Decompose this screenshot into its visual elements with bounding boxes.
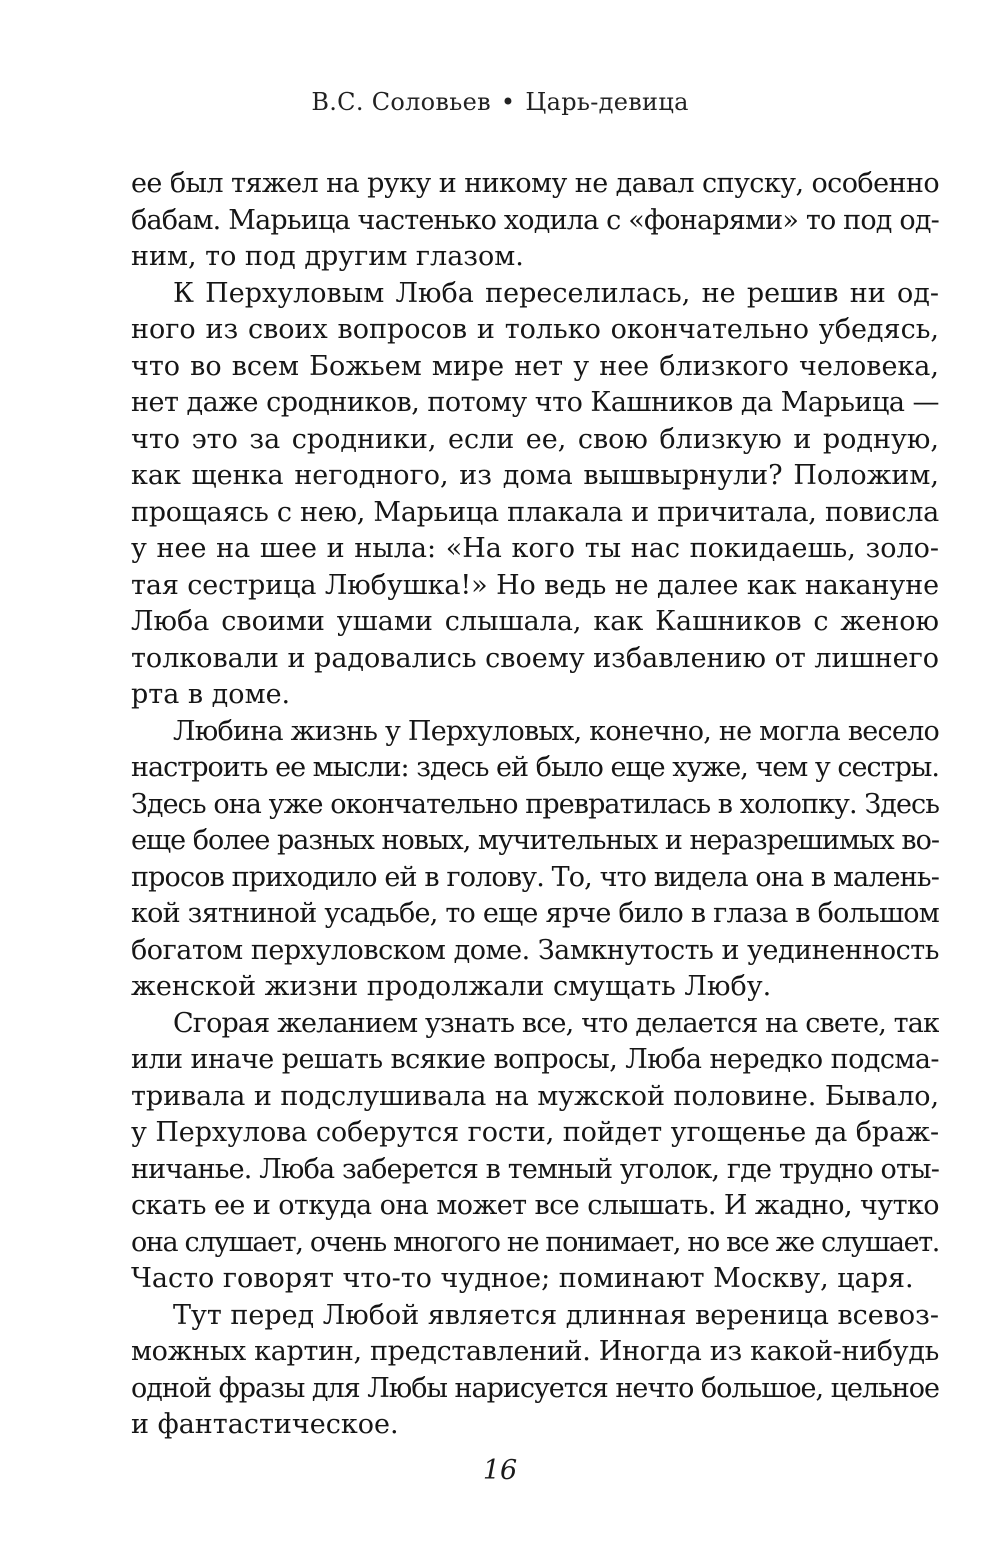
header-title: Царь-девица — [525, 88, 689, 116]
text-line: Люба своими ушами слышала, как Кашников с женою — [131, 606, 939, 637]
text-line: она слушает, очень многого не понимает, но все же слушает. — [131, 1226, 939, 1258]
text-line: у Перхулова соберутся гости, пойдет угощенье да браж- — [131, 1117, 939, 1148]
text-line: прощаясь с нею, Марьица плакала и причитала, повисла — [131, 496, 939, 528]
text-line: Сгорая желанием узнать все, что делается на свете, так — [173, 1007, 939, 1039]
text-line: можных картин, представлений. Иногда из какой-нибудь — [131, 1336, 939, 1367]
text-line: толковали и радовались своему избавлению от лишнего — [131, 642, 939, 674]
text-line: рта в доме. — [131, 679, 291, 710]
text-line: и фантастическое. — [131, 1409, 399, 1440]
text-line: Часто говорят что-то чудное; поминают Москву, царя. — [131, 1263, 914, 1294]
text-line: ее был тяжел на руку и никому не давал спуску, особенно — [131, 168, 939, 199]
text-line: тривала и подслушивала на мужской половине. Бывало, — [131, 1080, 939, 1112]
text-line: как щенка негодного, из дома вышвырнули? Положим, — [131, 460, 939, 491]
text-line: тая сестрица Любушка!» Но ведь не далее как накануне — [131, 569, 939, 601]
text-line: ничанье. Люба заберется в темный уголок, где трудно оты- — [131, 1153, 939, 1185]
page-number: 16 — [482, 1455, 518, 1486]
running-header — [0, 88, 1000, 116]
text-line: Любина жизнь у Перхуловых, конечно, не могла весело — [173, 715, 939, 747]
text-line: нет даже сродников, потому что Кашников да Марьица — — [131, 387, 939, 418]
text-line: женской жизни продолжали смущать Любу. — [131, 971, 772, 1002]
text-line: что во всем Божьем мире нет у нее близкого человека, — [131, 350, 939, 382]
text-line: настроить ее мысли: здесь ей было еще хуже, чем у сестры. — [131, 752, 939, 783]
text-line: скать ее и откуда она может все слышать. И жадно, чутко — [131, 1190, 939, 1221]
text-line: ного из своих вопросов и только окончательно убедясь, — [131, 314, 939, 345]
text-line: богатом перхуловском доме. Замкнутость и уединенность — [131, 934, 939, 966]
text-line: Тут перед Любой является длинная вереница всевоз- — [173, 1299, 939, 1331]
text-line: или иначе решать всякие вопросы, Люба нередко подсма- — [131, 1044, 939, 1075]
text-line: у нее на шее и ныла: «На кого ты нас покидаешь, золо- — [131, 533, 939, 564]
text-line: К Перхуловым Люба переселилась, не решив ни од- — [173, 277, 939, 309]
header-author: В.С. Соловьев — [311, 88, 491, 116]
text-line: просов приходило ей в голову. То, что видела она в малень- — [131, 861, 939, 893]
text-line: одной фразы для Любы нарисуется нечто большое, цельное — [131, 1372, 939, 1404]
header-separator: • — [500, 88, 516, 116]
text-line: кой зятниной усадьбе, то еще ярче било в глаза в большом — [131, 898, 939, 929]
body-text — [131, 166, 939, 1444]
text-line: еще более разных новых, мучительных и неразрешимых во- — [131, 825, 939, 856]
text-line: бабам. Марьица частенько ходила с «фонарями» то под од- — [131, 204, 939, 236]
text-line: Здесь она уже окончательно превратилась в холопку. Здесь — [131, 788, 939, 820]
text-line: ним, то под другим глазом. — [131, 241, 524, 272]
text-line: что это за сродники, если ее, свою близкую и родную, — [131, 423, 939, 455]
